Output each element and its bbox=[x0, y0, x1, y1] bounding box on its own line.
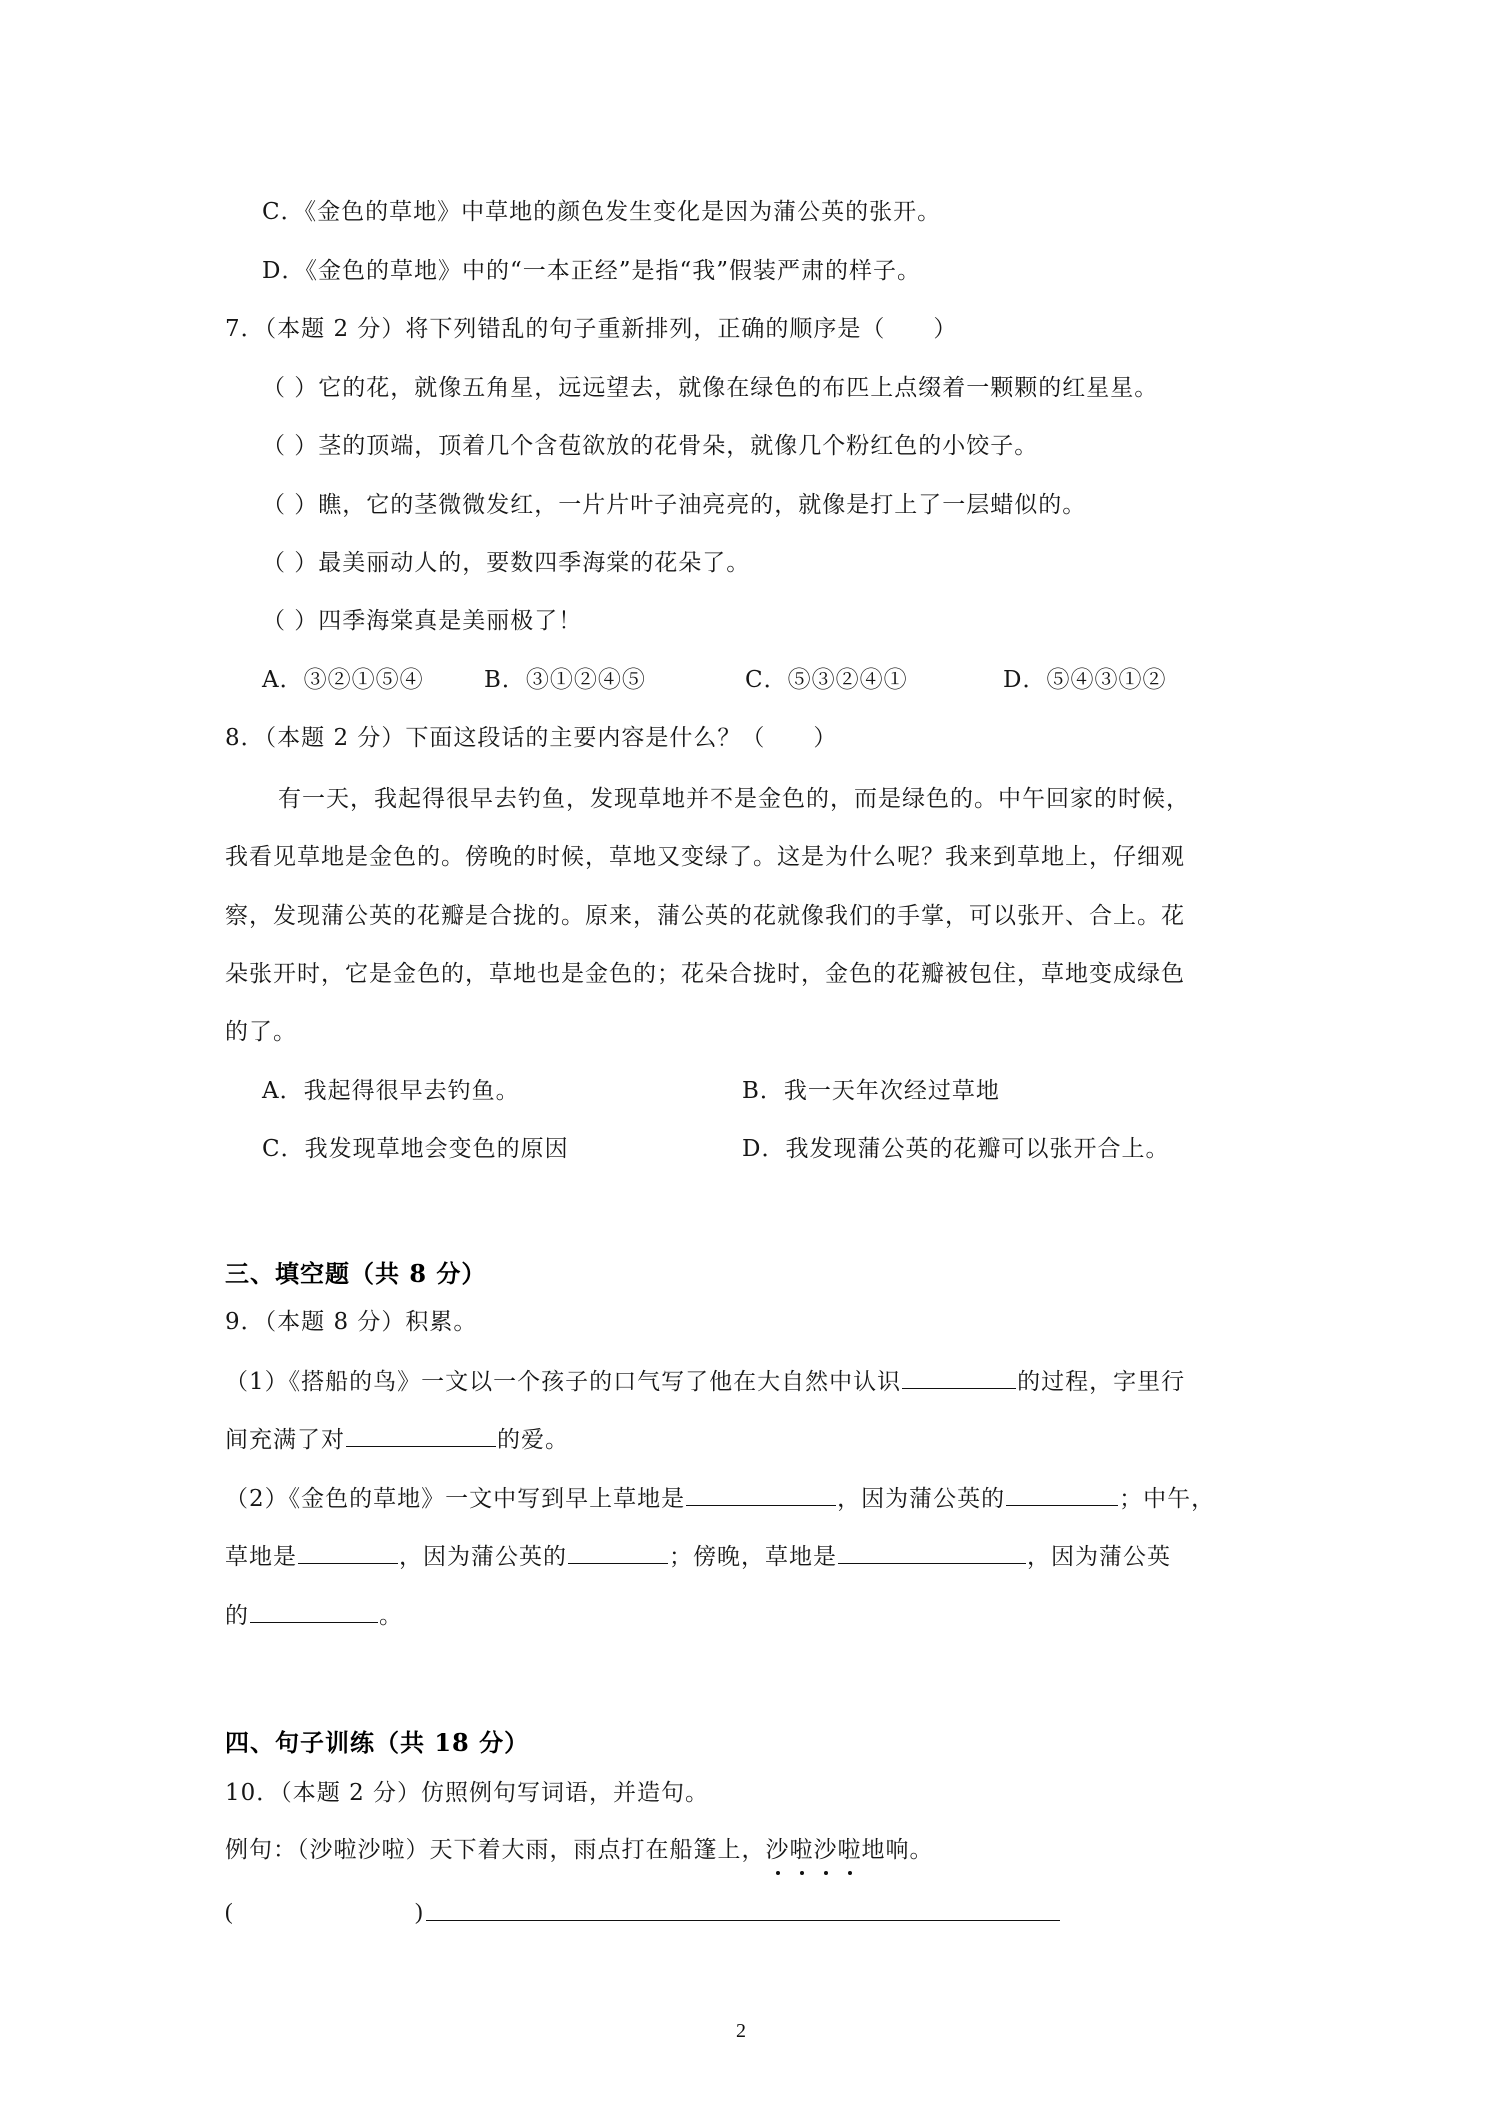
q9-part-1-line-1 bbox=[225, 1366, 1185, 1398]
q6-option-d: D．《金色的草地》中的“一本正经”是指“我”假装严肃的样子。 bbox=[262, 258, 921, 284]
section-4-heading: 四、句子训练（共 18 分） bbox=[225, 1728, 530, 1757]
q9-p2-text-b: ，因为蒲公英的 bbox=[837, 1486, 1006, 1512]
q9-p2-text-c: ；中午， bbox=[1119, 1486, 1216, 1512]
q7-option-c: C．⑤③②④① bbox=[745, 667, 908, 693]
q7-prompt: 7．（本题 2 分）将下列错乱的句子重新排列，正确的顺序是（ ） bbox=[225, 316, 958, 342]
q8-passage-line: 察，发现蒲公英的花瓣是合拢的。原来，蒲公英的花就像我们的手掌，可以张开、合上。花 bbox=[225, 903, 1185, 929]
q8-prompt: 8．（本题 2 分）下面这段话的主要内容是什么？（ ） bbox=[225, 725, 838, 751]
q10-prompt: 10．（本题 2 分）仿照例句写词语，并造句。 bbox=[225, 1780, 710, 1806]
q8-option-b: B．我一天年次经过草地 bbox=[742, 1078, 1000, 1104]
q8-passage-line: 的了。 bbox=[225, 1019, 297, 1045]
answer-blank[interactable] bbox=[1006, 1483, 1118, 1506]
q7-option-d: D．⑤④③①② bbox=[1003, 667, 1167, 693]
answer-blank[interactable] bbox=[250, 1600, 378, 1623]
q9-p1-text-b: 的过程，字里行 bbox=[1017, 1369, 1186, 1395]
q9-p2-text-a: （2）《金色的草地》一文中写到早上草地是 bbox=[225, 1486, 686, 1512]
answer-blank[interactable] bbox=[686, 1483, 836, 1506]
q9-p1-text-a: （1）《搭船的鸟》一文以一个孩子的口气写了他在大自然中认识 bbox=[225, 1369, 902, 1395]
q7-option-b: B．③①②④⑤ bbox=[484, 667, 646, 693]
q9-part-2-line-3 bbox=[225, 1600, 403, 1632]
q9-p2-text-e: ，因为蒲公英的 bbox=[399, 1544, 567, 1570]
q8-passage-line: 有一天，我起得很早去钓鱼，发现草地并不是金色的，而是绿色的。中午回家的时候， bbox=[278, 786, 1190, 812]
emphasis-char: 啦 bbox=[838, 1834, 862, 1866]
q8-passage-line: 朵张开时，它是金色的，草地也是金色的；花朵合拢时，金色的花瓣被包住，草地变成绿色 bbox=[225, 961, 1185, 987]
emphasis-char: 啦 bbox=[790, 1834, 814, 1866]
q9-p2-text-f: ；傍晚，草地是 bbox=[669, 1544, 837, 1570]
q9-p2-text-g: ，因为蒲公英 bbox=[1027, 1544, 1171, 1570]
q10-example bbox=[225, 1834, 934, 1866]
q7-sentence-5: （ ）四季海棠真是美丽极了！ bbox=[262, 608, 583, 634]
q9-p2-text-d: 草地是 bbox=[225, 1544, 297, 1570]
emphasis-char: 沙 bbox=[814, 1834, 838, 1866]
answer-blank[interactable] bbox=[568, 1541, 668, 1564]
page-number: 2 bbox=[736, 2020, 746, 2042]
q8-option-d: D．我发现蒲公英的花瓣可以张开合上。 bbox=[742, 1136, 1170, 1162]
q9-part-2-line-1 bbox=[225, 1483, 1215, 1515]
q9-part-1-line-2 bbox=[225, 1424, 569, 1456]
q7-sentence-1: （ ）它的花，就像五角星，远远望去，就像在绿色的布匹上点缀着一颗颗的红星星。 bbox=[262, 375, 1159, 401]
q9-p2-text-h: 的 bbox=[225, 1603, 249, 1629]
q9-p2-text-i: 。 bbox=[379, 1603, 403, 1629]
emphasis-char: 沙 bbox=[766, 1834, 790, 1866]
q7-sentence-2: （ ）茎的顶端，顶着几个含苞欲放的花骨朵，就像几个粉红色的小饺子。 bbox=[262, 433, 1039, 459]
answer-blank[interactable] bbox=[298, 1541, 398, 1564]
answer-paren-open: ( bbox=[225, 1899, 234, 1924]
example-suffix: 地响。 bbox=[861, 1837, 934, 1863]
answer-blank[interactable] bbox=[902, 1366, 1016, 1389]
sentence-answer-line[interactable] bbox=[426, 1920, 1060, 1921]
q7-sentence-4: （ ）最美丽动人的，要数四季海棠的花朵了。 bbox=[262, 550, 751, 576]
example-prefix: 例句：（沙啦沙啦）天下着大雨，雨点打在船篷上， bbox=[225, 1837, 766, 1863]
word-answer-field[interactable] bbox=[331, 1896, 411, 1926]
q7-option-a: A．③②①⑤④ bbox=[262, 667, 424, 693]
section-3-heading: 三、填空题（共 8 分） bbox=[225, 1259, 487, 1288]
q8-option-c: C．我发现草地会变色的原因 bbox=[262, 1136, 569, 1162]
q8-passage-line: 我看见草地是金色的。傍晚的时候，草地又变绿了。这是为什么呢？我来到草地上，仔细观 bbox=[225, 844, 1185, 870]
q9-p1-text-d: 的爱。 bbox=[497, 1427, 569, 1453]
q8-option-a: A．我起得很早去钓鱼。 bbox=[262, 1078, 520, 1104]
q7-sentence-3: （ ）瞧，它的茎微微发红，一片片叶子油亮亮的，就像是打上了一层蜡似的。 bbox=[262, 492, 1087, 518]
answer-paren-close: ) bbox=[415, 1899, 424, 1924]
answer-blank[interactable] bbox=[346, 1424, 496, 1447]
q9-part-2-line-2 bbox=[225, 1541, 1171, 1573]
q6-option-c: C．《金色的草地》中草地的颜色发生变化是因为蒲公英的张开。 bbox=[262, 199, 942, 225]
answer-blank[interactable] bbox=[838, 1541, 1026, 1564]
q9-prompt: 9．（本题 8 分）积累。 bbox=[225, 1309, 478, 1335]
q9-p1-text-c: 间充满了对 bbox=[225, 1427, 345, 1453]
